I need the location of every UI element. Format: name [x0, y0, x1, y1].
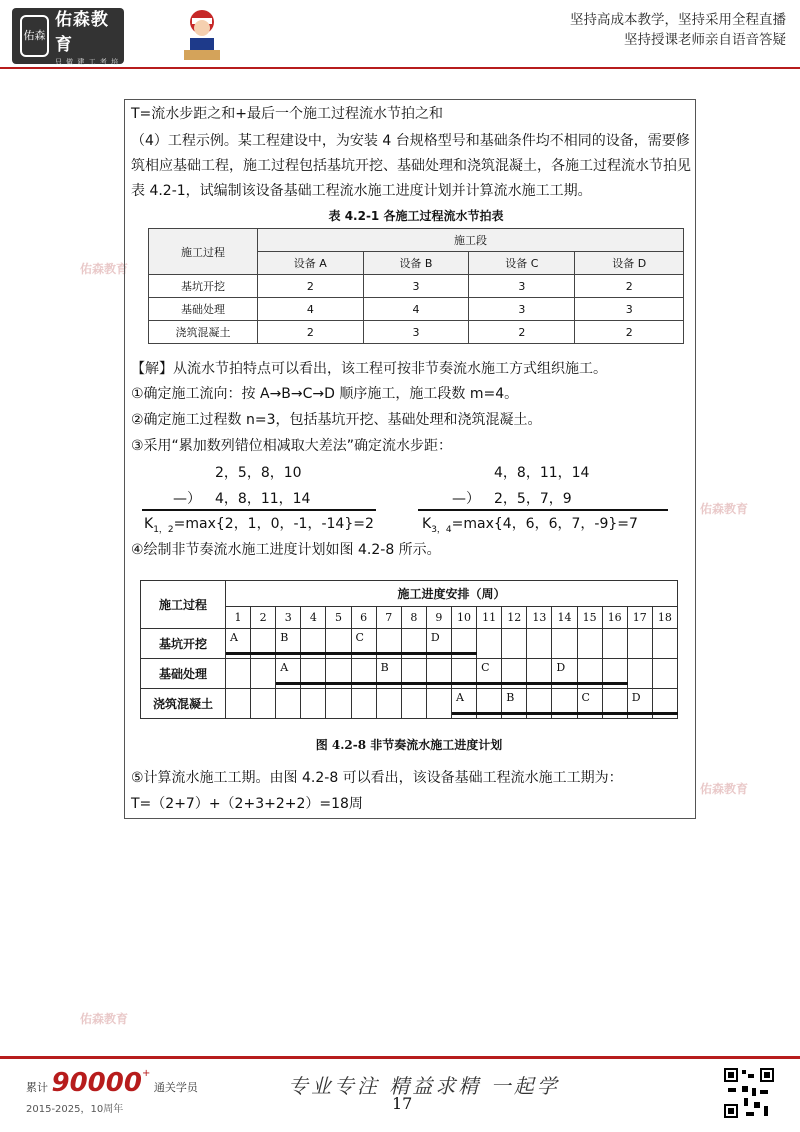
week-cell [451, 629, 476, 659]
week-cell [426, 629, 451, 659]
week-cell [652, 659, 677, 689]
week-cell [602, 689, 627, 719]
week-cell [552, 629, 577, 659]
week-header: 14 [552, 607, 577, 629]
task-label: D [556, 661, 566, 674]
step-3: ③采用“累加数列错位相减取大差法”确定流水步距： [131, 438, 453, 454]
table-cell: 2 [575, 275, 684, 298]
task-label: C [355, 631, 364, 644]
week-cell [527, 689, 552, 719]
table-cell: 2 [258, 321, 364, 344]
k-symbol: K [422, 516, 432, 532]
calc-right-minus: —） [452, 491, 480, 507]
calc-left-row2: 4，8，11，14 [215, 491, 311, 507]
week-cell [401, 659, 426, 689]
task-label: A [280, 661, 289, 674]
week-cell [577, 659, 602, 689]
table-cell: 4 [258, 298, 364, 321]
row-label: 基坑开挖 [141, 629, 226, 659]
row-label: 基础处理 [149, 298, 258, 321]
week-cell [251, 659, 276, 689]
week-cell [627, 689, 652, 719]
week-cell [502, 659, 527, 689]
schedule-table [140, 580, 678, 719]
week-cell [652, 629, 677, 659]
week-cell [627, 629, 652, 659]
schedule-body [141, 629, 678, 719]
week-header: 18 [652, 607, 677, 629]
table-cell: 3 [363, 275, 469, 298]
table-row [149, 321, 684, 344]
passed-label: 通关学员 [153, 1081, 198, 1094]
week-header: 10 [451, 607, 476, 629]
k-symbol: K [144, 516, 154, 532]
col-process: 施工过程 [149, 229, 258, 275]
row-label: 浇筑混凝土 [141, 689, 226, 719]
week-cell [602, 659, 627, 689]
week-cell [552, 659, 577, 689]
formula-text: T=流水步距之和+最后一个施工过程流水节拍之和 [131, 106, 444, 122]
step-2: ②确定施工过程数 n=3，包括基坑开挖、基础处理和浇筑混凝土。 [131, 412, 542, 428]
watermark: 佑森教育 [80, 1012, 129, 1026]
calc-right-result [422, 513, 638, 535]
week-cell [577, 689, 602, 719]
k-subscript: 3，4 [431, 524, 452, 535]
logo-seal: 佑森 [20, 15, 49, 57]
week-cell [301, 689, 326, 719]
task-label: B [380, 661, 389, 674]
schedule-row [141, 689, 678, 719]
week-cell [627, 659, 652, 689]
brand-logo [12, 8, 124, 64]
task-label: B [280, 631, 289, 644]
week-cell [376, 629, 401, 659]
task-label: A [455, 691, 464, 704]
week-cell [226, 659, 251, 689]
table-cell: 2 [469, 321, 575, 344]
calc-left-result [144, 513, 374, 535]
task-label: C [581, 691, 590, 704]
task-label: A [230, 631, 238, 644]
schedule-caption: 图 4.2-8 非节奏流水施工进度计划 [315, 738, 503, 752]
slogan-line-1: 坚持高成本教学，坚持采用全程直播 [570, 12, 786, 28]
row-label: 浇筑混凝土 [149, 321, 258, 344]
segment-header: 设备 D [575, 252, 684, 275]
footer-stats [26, 1068, 198, 1098]
week-cell [426, 689, 451, 719]
cumulative-plus: + [141, 1068, 151, 1079]
table-cell: 3 [469, 298, 575, 321]
week-cell [426, 659, 451, 689]
beat-table [148, 228, 684, 344]
week-cell [401, 689, 426, 719]
page-header [0, 0, 800, 68]
schedule-row [141, 659, 678, 689]
calc-left-row1: 2，5，8，10 [215, 465, 302, 481]
segment-header: 设备 B [363, 252, 469, 275]
week-cell [251, 629, 276, 659]
row-label: 基础处理 [141, 659, 226, 689]
col-schedule: 施工进度安排（周） [226, 581, 678, 607]
col-segment: 施工段 [258, 229, 684, 252]
calc-right-row1: 4，8，11，14 [494, 465, 590, 481]
years-text: 2015-2025，10周年 [26, 1104, 124, 1115]
week-header: 2 [251, 607, 276, 629]
week-cell [477, 689, 502, 719]
table-cell: 3 [363, 321, 469, 344]
week-cell [376, 659, 401, 689]
k-value: =max{2，1，0，-1，-14}=2 [173, 516, 374, 532]
week-cell [502, 629, 527, 659]
task-label: B [506, 691, 515, 704]
week-cell [602, 629, 627, 659]
signature: 专业专注 精益求精 一起学 [288, 1074, 560, 1098]
week-header: 7 [376, 607, 401, 629]
week-cell [401, 629, 426, 659]
week-cell [276, 689, 301, 719]
task-label: D [631, 691, 641, 704]
cumulative-number: 90000 [51, 1068, 142, 1098]
week-cell [451, 659, 476, 689]
week-cell [301, 629, 326, 659]
header-divider [0, 67, 800, 69]
week-header: 5 [326, 607, 351, 629]
week-cell [251, 689, 276, 719]
table-caption: 表 4.2-1 各施工过程流水节拍表 [328, 209, 504, 223]
table-cell: 4 [363, 298, 469, 321]
page-number: 17 [392, 1094, 413, 1113]
week-cell [577, 629, 602, 659]
logo-tagline: 只 做 建 工 考 培 [54, 58, 120, 66]
calc-right-row2: 2，5，7，9 [494, 491, 572, 507]
week-cell [226, 689, 251, 719]
week-cell [351, 629, 376, 659]
qr-code-icon [722, 1066, 776, 1120]
week-header: 3 [276, 607, 301, 629]
col-process: 施工过程 [141, 581, 226, 629]
step-1: ①确定施工流向：按 A→B→C→D 顺序施工，施工段数 m=4。 [131, 386, 519, 402]
week-header: 6 [351, 607, 376, 629]
slogan [570, 10, 786, 50]
slogan-line-2: 坚持授课老师亲自语音答疑 [624, 32, 786, 48]
footer-divider [0, 1056, 800, 1059]
week-cell [552, 689, 577, 719]
table-cell: 2 [258, 275, 364, 298]
week-cell [527, 629, 552, 659]
example-line-1: （4）工程示例。某工程建设中，为安装 4 台规格型号和基础条件均不相同的设备，需要修 [131, 133, 690, 149]
watermark: 佑森教育 [700, 502, 749, 516]
table-cell: 3 [469, 275, 575, 298]
calc-left-rule [142, 509, 376, 511]
watermark: 佑森教育 [700, 782, 749, 796]
week-header: 12 [502, 607, 527, 629]
segment-header: 设备 A [258, 252, 364, 275]
task-label: D [430, 631, 440, 644]
week-cell [477, 629, 502, 659]
week-cell [276, 659, 301, 689]
task-label: C [481, 661, 490, 674]
week-header: 17 [627, 607, 652, 629]
week-cell [326, 629, 351, 659]
week-header: 16 [602, 607, 627, 629]
example-line-3: 表 4.2-1，试编制该设备基础工程流水施工进度计划并计算流水施工工期。 [131, 183, 592, 199]
week-cell [326, 689, 351, 719]
week-cell [276, 629, 301, 659]
week-cell [351, 659, 376, 689]
step-4: ④绘制非节奏流水施工进度计划如图 4.2-8 所示。 [131, 542, 441, 558]
week-header: 11 [477, 607, 502, 629]
row-label: 基坑开挖 [149, 275, 258, 298]
week-header: 8 [401, 607, 426, 629]
week-header: 15 [577, 607, 602, 629]
result-text: T=（2+7）+（2+3+2+2）=18周 [131, 796, 363, 812]
week-cell [451, 689, 476, 719]
segment-header: 设备 C [469, 252, 575, 275]
week-header: 13 [527, 607, 552, 629]
watermark: 佑森教育 [80, 262, 129, 276]
table-row [149, 275, 684, 298]
week-cell [527, 659, 552, 689]
week-cell [226, 629, 251, 659]
k-value: =max{4，6，6，7，-9}=7 [451, 516, 638, 532]
week-header: 9 [426, 607, 451, 629]
step-5: ⑤计算流水施工工期。由图 4.2-8 可以看出，该设备基础工程流水施工工期为： [131, 770, 623, 786]
week-cell [477, 659, 502, 689]
cumulative-label: 累计 [26, 1081, 48, 1094]
week-cell [502, 689, 527, 719]
week-cell [376, 689, 401, 719]
week-cell [301, 659, 326, 689]
table-cell: 2 [575, 321, 684, 344]
calc-left-minus: —） [173, 491, 201, 507]
table-row [149, 298, 684, 321]
week-cell [351, 689, 376, 719]
mascot-icon [180, 6, 224, 64]
week-header: 1 [226, 607, 251, 629]
table-cell: 3 [575, 298, 684, 321]
example-line-2: 筑相应基础工程，施工过程包括基坑开挖、基础处理和浇筑混凝土，各施工过程流水节拍见 [131, 158, 691, 174]
k-subscript: 1，2 [153, 524, 174, 535]
solution-intro: 【解】从流水节拍特点可以看出，该工程可按非节奏流水施工方式组织施工。 [131, 361, 607, 377]
week-cell [652, 689, 677, 719]
week-header: 4 [301, 607, 326, 629]
schedule-row [141, 629, 678, 659]
calc-right-rule [418, 509, 668, 511]
week-cell [326, 659, 351, 689]
logo-name: 佑森教育 [54, 10, 109, 55]
